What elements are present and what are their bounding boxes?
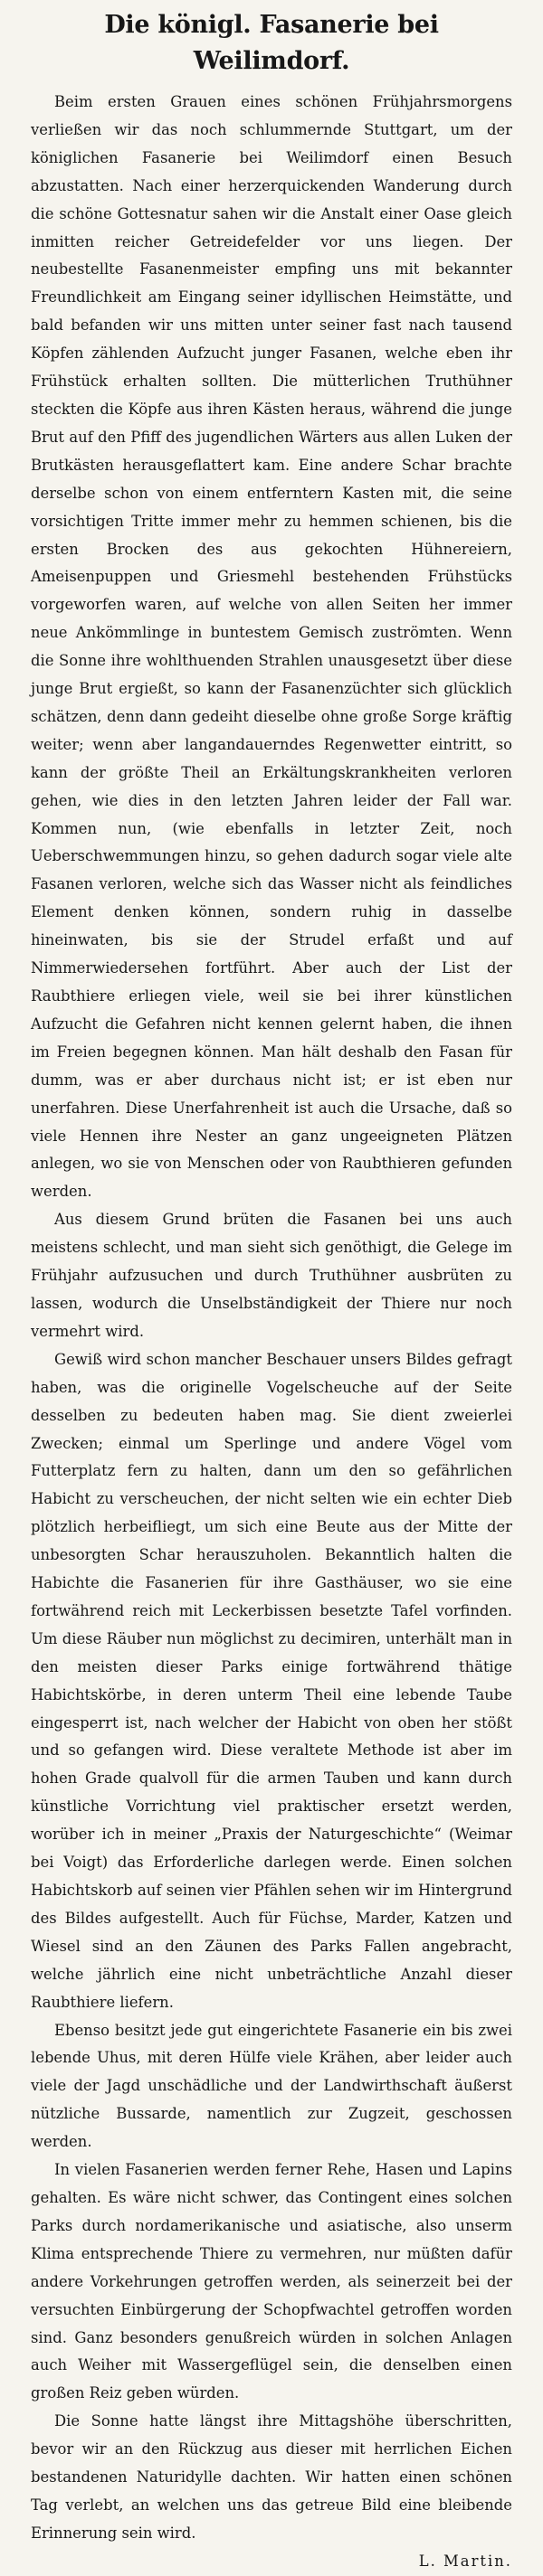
article-paragraph: Beim ersten Grauen eines schönen Frühjahrsmorgens verließen wir das noch schlummernde Stuttgart, um der königlichen Fasanerie bei Weilimdorf einen Besuch abzustatten. Nach einer herzerquickenden Wanderung durch die schöne Gottesnatur sahen wir die Anstalt einer Oase gleich inmitten reicher Getreidefelder vor uns liegen. Der neubestellte Fasanenmeister empfing uns mit bekannter Freundlichkeit am Eingang seiner idyllischen Heimstätte, und bald befanden wir uns mitten unter seiner fast nach tausend Köpfen zählenden Aufzucht junger Fasanen, welche eben ihr Frühstück erhalten sollten. Die mütterlichen Truthühner steckten die Köpfe aus ihren Kästen heraus, während die junge Brut auf den Pfiff des jugendlichen Wärters aus allen Luken der Brutkästen herausgeflattert kam. Eine andere Schar brachte derselbe schon von einem entferntern Kasten mit, die seine vorsichtigen Tritte immer mehr zu hemmen schienen, bis die ersten Brocken des aus gekochten Hühnereiern, Ameisenpuppen und Griesmehl bestehenden Frühstücks vorgeworfen waren, auf welche von allen Seiten her immer neue Ankömmlinge in buntestem Gemisch zuströmten. Wenn die Sonne ihre wohlthuenden Strahlen unausgesetzt über diese junge Brut ergießt, so kann der Fasanenzüchter sich glücklich schätzen, denn dann gedeiht dieselbe ohne große Sorge kräftig weiter; wenn aber langandauerndes Regenwetter eintritt, so kann der größte Theil an Erkältungskrankheiten verloren gehen, wie dies in den letzten Jahren leider der Fall war. Kommen nun, (wie ebenfalls in letzter Zeit, noch Ueberschwemmungen hinzu, so gehen dadurch sogar viele alte Fasanen verloren, welche sich das Wasser nicht als feindliches Element denken können, sondern ruhig in dasselbe hineinwaten, bis sie der Strudel erfaßt und auf Nimmerwiedersehen fortführt. Aber auch der List der Raubthiere erliegen viele, weil sie bei ihrer künstlichen Aufzucht die Gefahren nicht kennen gelernt haben, die ihnen im Freien begegnen können. Man hält deshalb den Fasan für dumm, was er aber durchaus nicht ist; er ist eben nur unerfahren. Diese Unerfahrenheit ist auch die Ursache, daß so viele Hennen ihre Nester an ganz ungeeigneten Plätzen anlegen, wo sie von Menschen oder von Raubthieren gefunden werden. bbox=[31, 93, 512, 1201]
article-title: Die königl. Fasanerie bei Weilimdorf. bbox=[104, 11, 439, 75]
article-paragraph: Ebenso besitzt jede gut eingerichtete Fasanerie ein bis zwei lebende Uhus, mit deren Hülfe viele Krähen, aber leider auch viele der Jagd unschädliche und der Landwirthschaft äußerst nützliche Bussarde, namentlich zur Zugzeit, geschossen werden. bbox=[31, 2021, 512, 2151]
article-paragraph: Die Sonne hatte längst ihre Mittagshöhe überschritten, bevor wir an den Rückzug aus dieser mit herrlichen Eichen bestandenen Naturidylle dachten. Wir hatten einen schönen Tag verlebt, an welchen uns das getreue Bild eine bleibende Erinnerung sein wird. bbox=[31, 2412, 512, 2542]
author-signature: L. Martin. bbox=[418, 2552, 512, 2570]
article-paragraph: Gewiß wird schon mancher Beschauer unsers Bildes gefragt haben, was die originelle Vogelscheuche auf der Seite desselben zu bedeuten haben mag. Sie dient zweierlei Zwecken; einmal um Sperlinge und andere Vögel vom Futterplatz fern zu halten, dann um den so gefährlichen Habicht zu verscheuchen, der nicht selten wie ein echter Dieb plötzlich herbeifliegt, um sich eine Beute aus der Mitte der unbesorgten Schar herauszuholen. Bekanntlich halten die Habichte die Fasanerien für ihre Gasthäuser, wo sie eine fortwährend reich mit Leckerbissen besetzte Tafel vorfinden. Um diese Räuber nun möglichst zu decimiren, unterhält man in den meisten dieser Parks einige fortwährend thätige Habichtskörbe, in deren unterm Theil eine lebende Taube eingesperrt ist, nach welcher der Habicht von oben her stößt und so gefangen wird. Diese veraltete Methode ist aber im hohen Grade qualvoll für die armen Tauben und kann durch künstliche Vorrichtung viel praktischer ersetzt werden, worüber ich in meiner „Praxis der Naturgeschichte“ (Weimar bei Voigt) das Erforderliche darlegen werde. Einen solchen Habichtskorb auf seinen vier Pfählen sehen wir im Hintergrund des Bildes aufgestellt. Auch für Füchse, Marder, Katzen und Wiesel sind an den Zäunen des Parks Fallen angebracht, welche jährlich eine nicht unbeträchtliche Anzahl dieser Raubthiere liefern. bbox=[31, 1350, 512, 2011]
article-paragraph: Aus diesem Grund brüten die Fasanen bei uns auch meistens schlecht, und man sieht sich genöthigt, die Gelege im Frühjahr aufzusuchen und durch Truthühner ausbrüten zu lassen, wodurch die Unselbständigkeit der Thiere nur noch vermehrt wird. bbox=[31, 1211, 512, 1340]
article-paragraph: In vielen Fasanerien werden ferner Rehe, Hasen und Lapins gehalten. Es wäre nicht schwer, das Contingent eines solchen Parks durch nordamerikanische und asiatische, also unserm Klima entsprechende Thiere zu vermehren, nur müßten dafür andere Vorkehrungen getroffen werden, als seinerzeit bei der versuchten Einbürgerung der Schopfwachtel getroffen worden sind. Ganz besonders genußreich würden in solchen Anlagen auch Weiher mit Wassergeflügel sein, die denselben einen großen Reiz geben würden. bbox=[31, 2161, 512, 2402]
